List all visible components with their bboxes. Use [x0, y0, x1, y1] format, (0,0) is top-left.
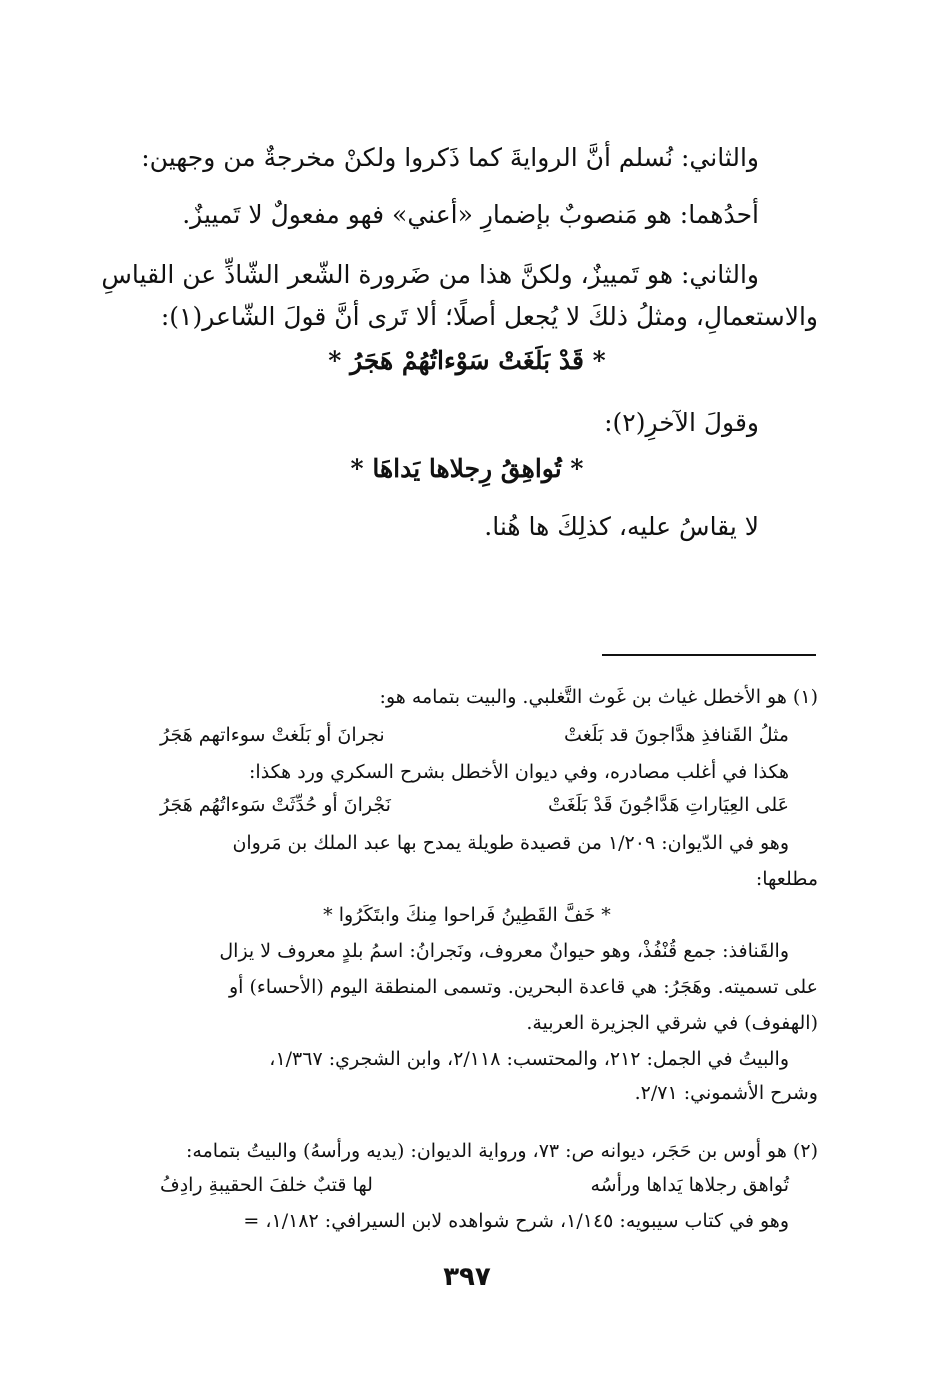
- footnote-1-line-7: * خَفَّ القَطِينُ فَراحوا مِنكَ وابتَكَرُوا *: [323, 904, 611, 926]
- main-paragraph-2: أحدُهما: هو مَنصوبٌ بإضمارِ «أعني» فهو مفعولٌ لا تَمييزٌ.: [182, 200, 759, 229]
- footnote-1-line-6: مطلعها:: [755, 868, 818, 890]
- footnote-1-verse-1-hemistich-1: مثلُ القَنافذِ هدَّاجونَ قد بَلَغتْ: [564, 724, 789, 746]
- footnote-separator: [602, 654, 816, 656]
- footnote-1-line-11: والبيتُ في الجمل: ٢١٢، والمحتسب: ٢/١١٨، وابن الشجري: ١/٣٦٧،: [269, 1048, 789, 1070]
- footnote-1-verse-2-hemistich-1: عَلى العِيَاراتِ هَدَّاجُونَ قَدْ بَلَغَتْ: [548, 794, 789, 816]
- main-paragraph-5: لا يقاسُ عليه، كذلِكَ ها هُنا.: [484, 512, 759, 541]
- main-paragraph-1: والثاني: نُسلم أنَّ الروايةَ كما ذَكروا ولكنْ مخرجةٌ من وجهين:: [141, 143, 759, 172]
- footnote-1-verse-2-hemistich-2: نَجْرانَ أو حُدِّثَتْ سَوءاتُهُم هَجَرُ: [160, 794, 391, 816]
- footnote-2-line-3: وهو في كتاب سيبويه: ١/١٤٥، شرح شواهده لابن السيرافي: ١/١٨٢، =: [243, 1210, 789, 1232]
- footnote-1-line-10: (الهفوف) في شرقي الجزيرة العربية.: [526, 1012, 818, 1034]
- footnote-1-line-5: وهو في الدّيوان: ١/٢٠٩ من قصيدة طويلة يمدح بها عبد الملك بن مَروان: [232, 832, 789, 854]
- footnote-2-line-1: (٢) هو أوس بن حَجَر، ديوانه ص: ٧٣، ورواية الديوان: (يديه ورأسهُ) والبيتُ بتمامه:: [186, 1140, 818, 1162]
- footnote-1-line-8: والقَنافذ: جمع قُنْفُذْ، وهو حيوانٌ معروف، ونَجرانُ: اسمُ بلدٍ معروف لا يزال: [219, 940, 789, 962]
- verse-quote-1: * قَدْ بَلَغَتْ سَوْءاتُهُمْ هَجَرُ *: [328, 346, 606, 375]
- footnote-2-verse-hemistich-1: تُواهق رجلاها يَداها ورأسُه: [590, 1174, 789, 1196]
- footnote-2-verse-hemistich-2: لها قتبٌ خلفَ الحقيبةِ رادِفُ: [160, 1174, 373, 1196]
- main-paragraph-3-line-1: والثاني: هو تَمييزٌ، ولكنَّ هذا من ضَرورة الشّعر الشّاذِّ عن القياسِ: [101, 260, 759, 289]
- main-paragraph-3-line-2: والاستعمالِ، ومثلُ ذلكَ لا يُجعل أصلًا؛ ألا تَرى أنَّ قولَ الشّاعر(١):: [160, 302, 818, 331]
- page-number: ٣٩٧: [443, 1262, 491, 1292]
- footnote-1-line-3: هكذا في أغلب مصادره، وفي ديوان الأخطل بشرح السكري ورد هكذا:: [249, 761, 789, 783]
- footnote-1-verse-1-hemistich-2: نجرانَ أو بَلَغتْ سوءاتهم هَجَرُ: [160, 724, 385, 746]
- footnote-1-line-9: على تسميته. وهَجَرُ: هي قاعدة البحرين. وتسمى المنطقة اليوم (الأحساء) أو: [228, 976, 818, 998]
- footnote-1-line-1: (١) هو الأخطل غياث بن غَوث التَّغلبي. والبيت بتمامه هو:: [379, 686, 818, 708]
- main-paragraph-4: وقولَ الآخرِ(٢):: [604, 408, 759, 437]
- footnote-1-line-12: وشرح الأشموني: ٢/٧١.: [634, 1082, 818, 1104]
- verse-quote-2: * تُواهِقُ رِجلاها يَداهَا *: [350, 454, 584, 483]
